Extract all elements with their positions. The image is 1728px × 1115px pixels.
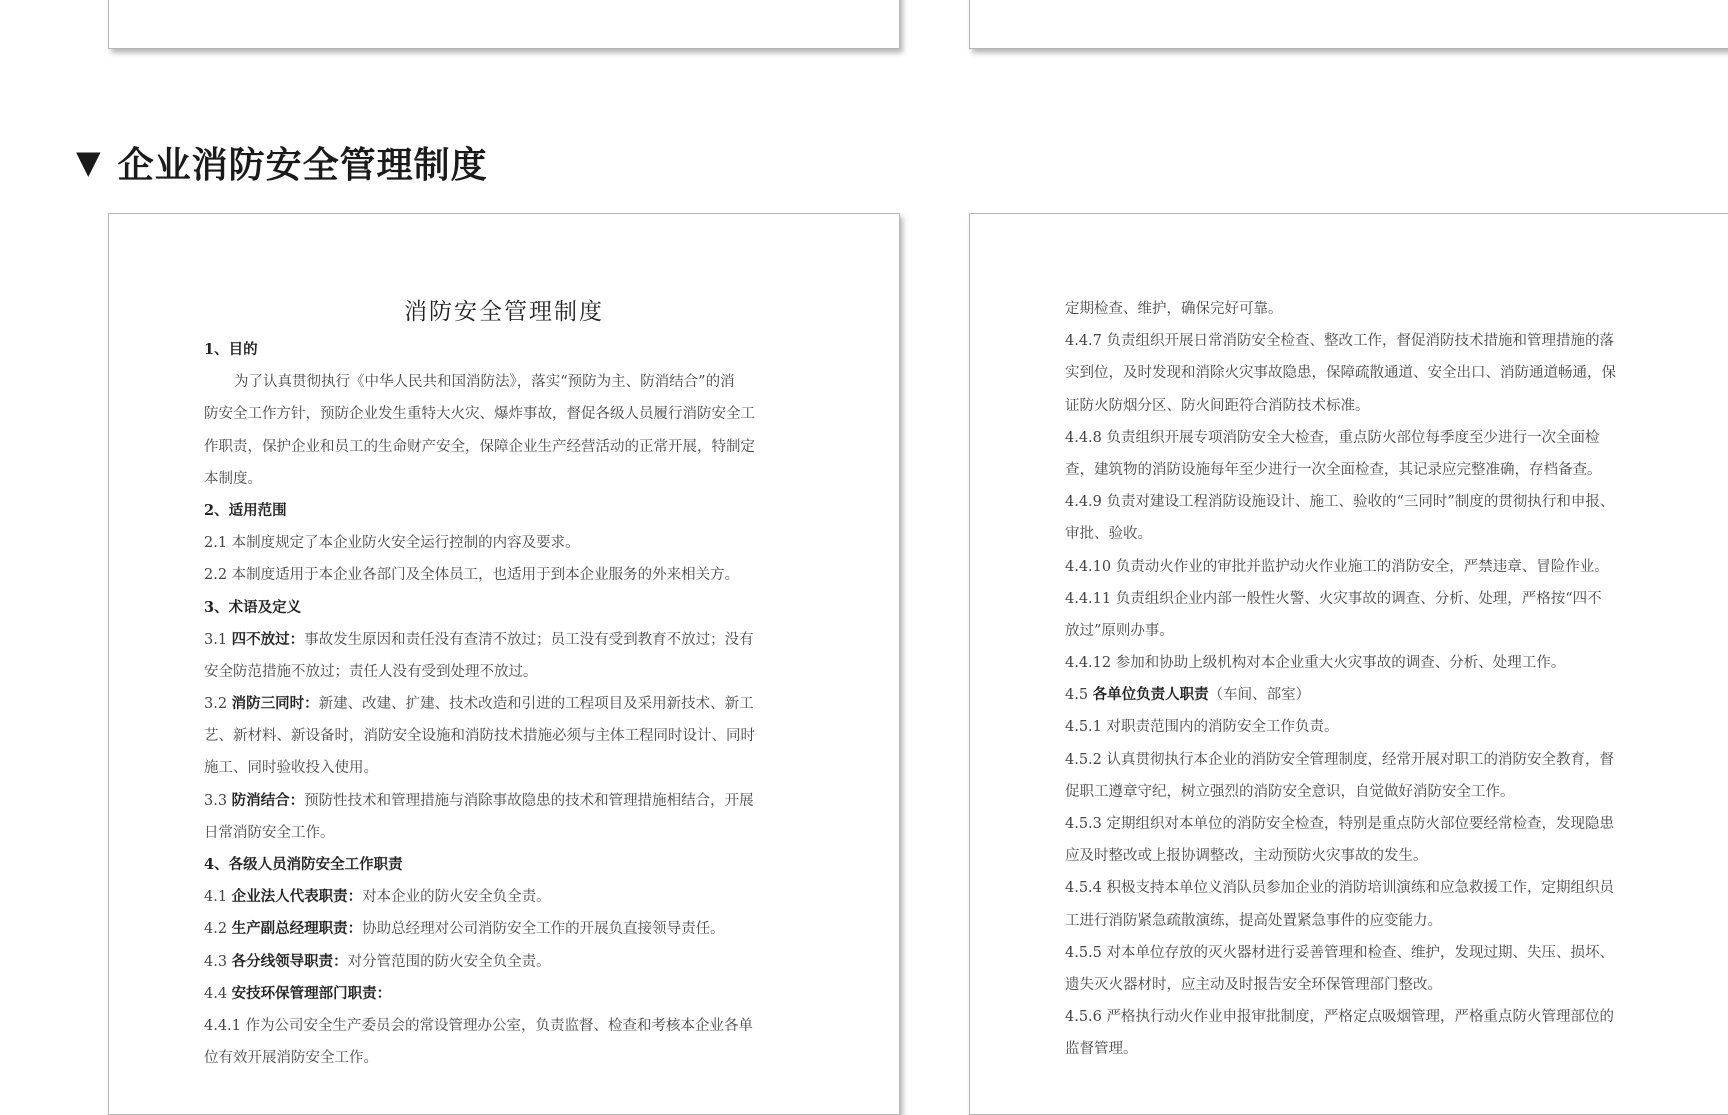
line-text: 日常消防安全工作。 <box>204 824 335 841</box>
line-text: 4.5.6 严格执行动火作业申报审批制度，严格定点吸烟管理，严格重点防火管理部位的 <box>1065 1009 1615 1026</box>
document-page-right <box>969 213 1728 1115</box>
section-title: 企业消防安全管理制度 <box>117 144 488 186</box>
clause-number: 4.1 <box>204 889 232 906</box>
section-heading <box>204 592 804 624</box>
text-line <box>204 398 804 430</box>
line-text: 查，建筑物的消防设施每年至少进行一次全面检查，其记录应完整准确，存档备查。 <box>1065 461 1602 478</box>
document-page-left <box>108 213 900 1115</box>
text-line <box>1065 1033 1665 1065</box>
clause-term: 各单位负责人职责 <box>1092 686 1209 704</box>
line-text: （车间、部室） <box>1208 687 1311 704</box>
text-line <box>1065 872 1665 904</box>
clause-number: 3.1 <box>204 631 232 648</box>
line-text: 4.5.1 对职责范围内的消防安全工作负责。 <box>1065 719 1339 736</box>
line-text: 对分管范围的防火安全负全责。 <box>347 953 551 970</box>
clause-number: 4.3 <box>204 953 232 970</box>
text-line <box>204 913 804 945</box>
document-title: 消防安全管理制度 <box>404 299 604 325</box>
text-line <box>1065 357 1665 389</box>
text-line <box>1065 390 1665 422</box>
text-line <box>1065 615 1665 647</box>
line-text: 证防火防烟分区、防火间距符合消防技术标准。 <box>1065 397 1370 414</box>
line-text: 4.5.2 认真贯彻执行本企业的消防安全管理制度，经常开展对职工的消防安全教育，督 <box>1065 751 1615 768</box>
text-line <box>1065 454 1665 486</box>
clause-number: 4.5 <box>1065 687 1093 704</box>
line-text: 防安全工作方针，预防企业发生重特大火灾、爆炸事故，督促各级人员履行消防安全工 <box>204 406 755 423</box>
line-text: 促职工遵章守纪，树立强烈的消防安全意识，自觉做好消防安全工作。 <box>1065 783 1515 800</box>
previous-page-right <box>969 0 1728 49</box>
text-line <box>1065 808 1665 840</box>
line-text: 事故发生原因和责任没有查清不放过；员工没有受到教育不放过；没有 <box>304 631 754 648</box>
page-content <box>1065 293 1665 1066</box>
text-line <box>204 366 804 398</box>
text-line <box>1065 679 1665 711</box>
section-header[interactable] <box>76 134 488 190</box>
line-text: 本制度。 <box>204 470 262 487</box>
line-text: 4.4.10 负责动火作业的审批并监护动火作业施工的消防安全，严禁违章、冒险作业。 <box>1065 558 1609 575</box>
line-text: 协助总经理对公司消防安全工作的开展负直接领导责任。 <box>362 921 725 938</box>
line-text: 工进行消防紧急疏散演练，提高处置紧急事件的应变能力。 <box>1065 912 1442 929</box>
line-text: 2.1 本制度规定了本企业防火安全运行控制的内容及要求。 <box>204 535 580 552</box>
text-line <box>204 463 804 495</box>
section-heading <box>204 849 804 881</box>
line-text: 应及时整改或上报协调整改，主动预防火灾事故的发生。 <box>1065 848 1428 865</box>
line-text: 4.5.3 定期组织对本单位的消防安全检查，特别是重点防火部位要经常检查，发现隐患 <box>1065 816 1615 832</box>
line-text: 2.2 本制度适用于本企业各部门及全体员工，也适用于到本企业服务的外来相关方。 <box>204 567 740 584</box>
line-text: 遗失灭火器材时，应主动及时报告安全环保管理部门整改。 <box>1065 976 1442 993</box>
text-line <box>1065 583 1665 615</box>
line-text: 实到位，及时发现和消除火灾事故隐患，保障疏散通道、安全出口、消防通道畅通，保 <box>1065 365 1616 382</box>
line-text: 2、适用范围 <box>204 501 287 519</box>
clause-term: 各分线领导职责： <box>231 952 348 970</box>
text-line <box>204 559 804 591</box>
clause-term: 企业法人代表职责： <box>231 888 363 906</box>
line-text: 安全防范措施不放过；责任人没有受到处理不放过。 <box>204 663 538 680</box>
clause-term: 安技环保管理部门职责： <box>231 984 392 1002</box>
line-text: 3、术语及定义 <box>204 598 302 616</box>
line-text: 对本企业的防火安全负全责。 <box>362 889 551 906</box>
clause-term: 四不放过： <box>231 630 305 648</box>
line-text: 新建、改建、扩建、技术改造和引进的工程项目及采用新技术、新工 <box>318 696 754 713</box>
text-line <box>1065 486 1665 518</box>
clause-number: 3.3 <box>204 792 232 809</box>
text-line <box>1065 937 1665 969</box>
line-text: 位有效开展消防安全工作。 <box>204 1050 378 1067</box>
clause-term: 防消结合： <box>231 791 305 809</box>
text-line <box>204 688 804 720</box>
clause-number: 4.4 <box>204 985 232 1002</box>
text-line <box>1065 422 1665 454</box>
text-line <box>1065 744 1665 776</box>
text-line <box>1065 1001 1665 1033</box>
line-text: 艺、新材料、新设备时，消防安全设施和消防技术措施必须与主体工程同时设计、同时 <box>204 728 755 745</box>
line-text: 为了认真贯彻执行《中华人民共和国消防法》，落实“预防为主、防消结合”的消 <box>234 374 735 391</box>
line-text: 放过”原则办事。 <box>1065 622 1174 639</box>
line-text: 4.4.1 作为公司安全生产委员会的常设管理办公室，负责监督、检查和考核本企业各单 <box>204 1017 754 1034</box>
text-line <box>204 978 804 1010</box>
text-line <box>1065 969 1665 1001</box>
text-line <box>204 656 804 688</box>
text-line <box>1065 840 1665 872</box>
line-text: 施工、同时验收投入使用。 <box>204 760 378 777</box>
line-text: 作职责，保护企业和员工的生命财产安全，保障企业生产经营活动的正常开展，特制定 <box>204 438 755 455</box>
previous-page-left <box>108 0 900 49</box>
text-line <box>204 1010 804 1042</box>
text-line <box>204 720 804 752</box>
text-line <box>204 1042 804 1074</box>
collapse-triangle-icon[interactable]: ▼ <box>76 143 102 181</box>
line-text: 审批、验收。 <box>1065 526 1152 543</box>
line-text: 预防性技术和管理措施与消除事故隐患的技术和管理措施相结合，开展 <box>304 792 754 809</box>
text-line <box>204 946 804 978</box>
line-text: 4.4.8 负责组织开展专项消防安全大检查，重点防火部位每季度至少进行一次全面检 <box>1065 429 1600 446</box>
line-text: 4.5.4 积极支持本单位义消队员参加企业的消防培训演练和应急救援工作，定期组织员 <box>1065 880 1615 897</box>
text-line <box>204 752 804 784</box>
line-text: 监督管理。 <box>1065 1041 1138 1058</box>
line-text: 4、各级人员消防安全工作职责 <box>204 856 403 873</box>
text-line <box>204 624 804 656</box>
clause-number: 4.2 <box>204 921 232 938</box>
clause-number: 3.2 <box>204 696 232 713</box>
text-line <box>1065 293 1665 325</box>
text-line <box>1065 776 1665 808</box>
line-text: 4.4.11 负责组织企业内部一般性火警、火灾事故的调查、分析、处理，严格按“四不 <box>1065 590 1602 607</box>
text-line <box>1065 905 1665 937</box>
line-text: 1、目的 <box>204 341 258 358</box>
text-line <box>204 785 804 817</box>
clause-term: 消防三同时： <box>231 695 319 713</box>
line-text: 定期检查、维护，确保完好可靠。 <box>1065 301 1283 317</box>
text-line <box>1065 551 1665 583</box>
text-line <box>204 431 804 463</box>
text-line <box>204 881 804 913</box>
text-line <box>1065 647 1665 679</box>
page-content <box>204 294 804 1074</box>
section-heading <box>204 495 804 527</box>
line-text: 4.4.7 负责组织开展日常消防安全检查、整改工作，督促消防技术措施和管理措施的落 <box>1065 333 1615 350</box>
text-line <box>1065 518 1665 550</box>
text-line <box>1065 325 1665 357</box>
text-line <box>1065 711 1665 743</box>
clause-term: 生产副总经理职责： <box>231 920 363 938</box>
line-text: 4.4.9 负责对建设工程消防设施设计、施工、验收的“三同时”制度的贯彻执行和申报、 <box>1065 494 1615 511</box>
text-line <box>204 527 804 559</box>
line-text: 4.5.5 对本单位存放的灭火器材进行妥善管理和检查、维护，发现过期、失压、损坏、 <box>1065 944 1615 961</box>
section-heading <box>204 334 804 366</box>
text-line <box>204 817 804 849</box>
line-text: 4.4.12 参加和协助上级机构对本企业重大火灾事故的调查、分析、处理工作。 <box>1065 655 1566 672</box>
